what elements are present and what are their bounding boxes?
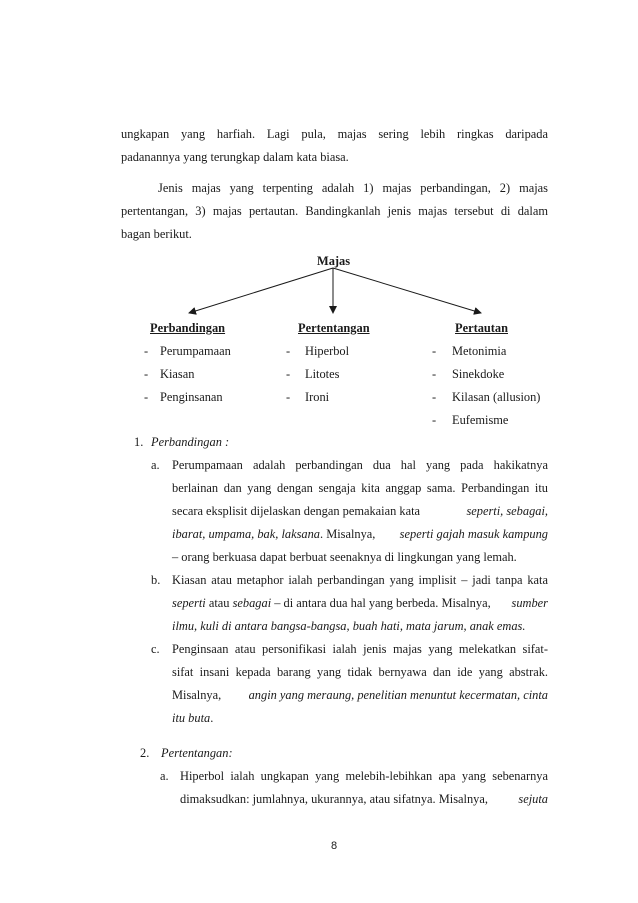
- list-item: Eufemisme: [452, 413, 509, 427]
- item-1a-label: a.: [151, 458, 160, 472]
- list-item: Sinekdoke: [452, 367, 505, 381]
- item-1c-line4-end: .: [210, 711, 214, 725]
- arrow-to-pertautan: [333, 268, 481, 313]
- diagram-heading-perbandingan: Perbandingan: [150, 321, 226, 335]
- item-1b-line1: Kiasan atau metaphor ialah perbandingan yang implisit – jadi tanpa kata: [172, 573, 548, 587]
- item-1b-line2-italic3: sumber: [511, 596, 548, 610]
- list-bullet: -: [432, 367, 437, 381]
- list-bullet: -: [144, 367, 149, 381]
- item-1a-line3-italic: seperti, sebagai,: [466, 504, 548, 518]
- diagram-root: Majas: [317, 254, 351, 268]
- item-2a-line2-text: dimaksudkan: jumlahnya, ukurannya, atau sifatnya. Misalnya,: [180, 792, 488, 806]
- item-1a-line4-italic2: seperti gajah masuk kampung: [399, 527, 548, 541]
- item-1a-line1: Perumpamaan adalah perbandingan dua hal yang pada hakikatnya: [172, 458, 548, 472]
- diagram-heading-pertautan: Pertautan: [455, 321, 508, 335]
- para1-line2: padanannya yang terungkap dalam kata biasa.: [121, 150, 349, 164]
- item-1b-line2-italic2: sebagai: [232, 596, 272, 610]
- section1-title: Perbandingan :: [151, 435, 230, 449]
- list-bullet: -: [432, 344, 437, 358]
- list-bullet: -: [432, 390, 437, 404]
- para2-line2: pertentangan, 3) majas pertautan. Bandingkanlah jenis majas tersebut di dalam: [121, 204, 548, 218]
- arrow-to-perbandingan: [189, 268, 333, 313]
- list-item: Kiasan: [160, 367, 195, 381]
- list-bullet: -: [144, 344, 149, 358]
- para2-line3: bagan berikut.: [121, 227, 192, 241]
- list-item: Ironi: [305, 390, 330, 404]
- list-item: Perumpamaan: [160, 344, 231, 358]
- item-2a-line2-italic: sejuta: [518, 792, 548, 806]
- item-1c-line2: sifat insani kepada barang yang tidak bernyawa dan ide yang abstrak.: [172, 665, 548, 679]
- item-1c-line4-italic: itu buta: [172, 711, 211, 725]
- item-1c-line4: [172, 710, 213, 726]
- list-bullet: -: [144, 390, 149, 404]
- item-1a-line4-mid: . Misalnya,: [320, 527, 376, 541]
- item-2a-line2: [180, 791, 548, 807]
- para2-line1: Jenis majas yang terpenting adalah 1) majas perbandingan, 2) majas: [158, 181, 548, 195]
- item-1b-line3: ilmu, kuli di antara bangsa-bangsa, buah hati, mata jarum, anak emas.: [172, 619, 526, 633]
- item-1a-line4-italic1: ibarat, umpama, bak, laksana: [172, 527, 320, 541]
- list-bullet: -: [286, 390, 291, 404]
- item-1c-label: c.: [151, 642, 160, 656]
- item-1c-line3-text: Misalnya,: [172, 688, 222, 702]
- item-1c-line3-italic: angin yang meraung, penelitian menuntut kecermatan, cinta: [248, 688, 548, 702]
- list-item: Penginsanan: [160, 390, 223, 404]
- item-1a-line5: – orang berkuasa dapat berbuat seenaknya di lingkungan yang lemah.: [172, 550, 517, 564]
- list-bullet: -: [286, 367, 291, 381]
- item-1c-line1: Penginsaan atau personifikasi ialah jenis majas yang melekatkan sifat-: [172, 642, 548, 656]
- page-number: 8: [331, 840, 338, 852]
- para1-line1: ungkapan yang harfiah. Lagi pula, majas sering lebih ringkas daripada: [121, 127, 548, 141]
- list-item: Litotes: [305, 367, 340, 381]
- item-1b-line2-text2: – di antara dua hal yang berbeda. Misalnya,: [274, 596, 491, 610]
- section2-title: Pertentangan:: [161, 746, 233, 760]
- section1-number: 1.: [134, 435, 144, 449]
- item-1b-label: b.: [151, 573, 161, 587]
- item-1c-line3: [172, 687, 548, 703]
- item-1b-line2: [172, 595, 548, 611]
- item-1b-line2-text1: atau: [208, 596, 230, 610]
- item-1a-line3-text: secara eksplisit dijelaskan dengan pemakaian kata: [172, 504, 421, 518]
- list-bullet: -: [286, 344, 291, 358]
- item-1a-line3: [172, 503, 548, 519]
- section2-number: 2.: [140, 746, 150, 760]
- list-item: Hiperbol: [305, 344, 350, 358]
- item-1a-line2: berlainan dan yang dengan sengaja kita anggap sama. Perbandingan itu: [172, 481, 548, 495]
- diagram-heading-pertentangan: Pertentangan: [298, 321, 370, 335]
- item-2a-label: a.: [160, 769, 169, 783]
- list-bullet: -: [432, 413, 437, 427]
- list-item: Kilasan (allusion): [452, 390, 541, 404]
- item-2a-line1: Hiperbol ialah ungkapan yang melebih-lebihkan apa yang sebenarnya: [180, 769, 548, 783]
- list-item: Metonimia: [452, 344, 507, 358]
- item-1b-line2-italic1: seperti: [172, 596, 206, 610]
- item-1a-line4: [172, 526, 548, 542]
